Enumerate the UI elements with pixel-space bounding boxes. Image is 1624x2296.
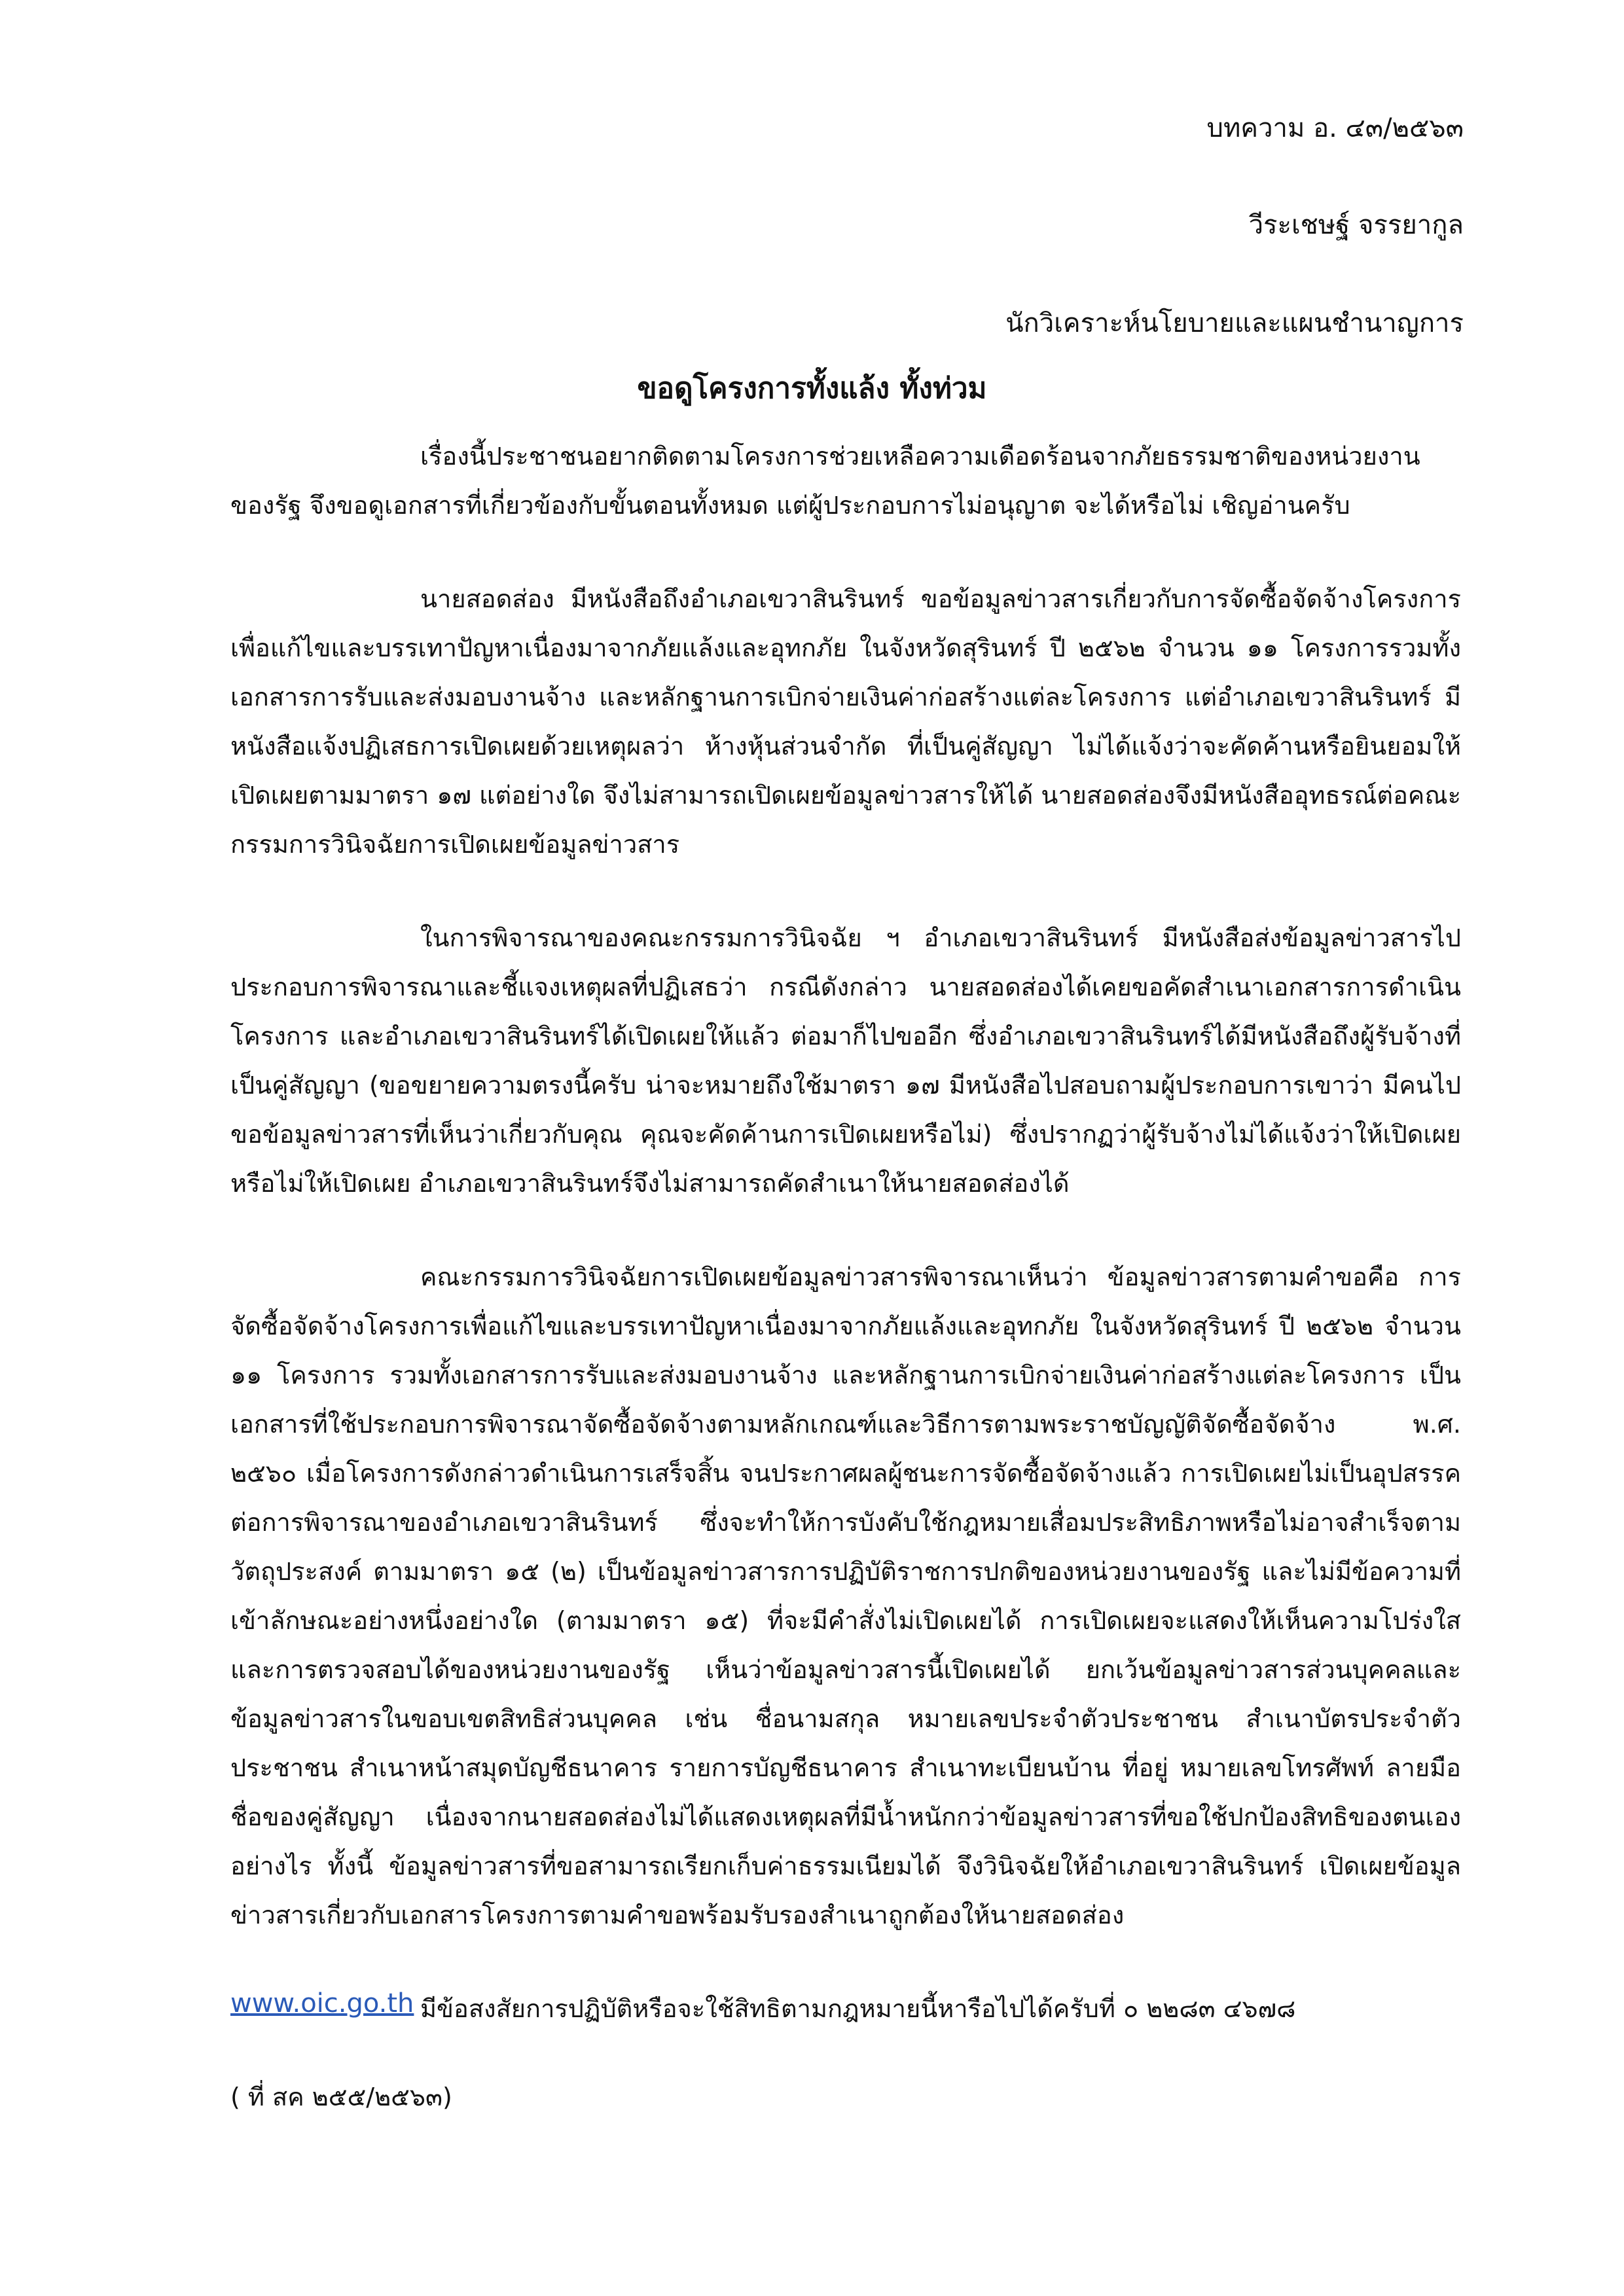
author-position: นักวิเคราะห์นโยบายและแผนชำนาญการ [1005, 308, 1464, 338]
document-body [230, 432, 1461, 2060]
paragraph-request: นายสอดส่อง มีหนังสือถึงอำเภอเขวาสินรินทร์ ขอข้อมูลข่าวสารเกี่ยวกับการจัดซื้อจัดจ้างโครงการเพื่อแก้ไขและบรรเทาปัญหาเนื่องมาจากภัยแล้งและอุทกภัย ในจังหวัดสุรินทร์ ปี ๒๕๖๒ จำนวน ๑๑ โครงการรวมทั้งเอกสารการรับและส่งมอบงานจ้าง และหลักฐานการเบิกจ่ายเงินค่าก่อสร้างแต่ละโครงการ แต่อำเภอเขวาสินรินทร์ มีหนังสือแจ้งปฏิเสธการเปิดเผยด้วยเหตุผลว่า ห้างหุ้นส่วนจำกัด ที่เป็นคู่สัญญา ไม่ได้แจ้งว่าจะคัดค้านหรือยินยอมให้เปิดเผยตามมาตรา ๑๗ แต่อย่างใด จึงไม่สามารถเปิดเผยข้อมูลข่าวสารให้ได้ นายสอดส่องจึงมีหนังสืออุทธรณ์ต่อคณะกรรมการวินิจฉัยการเปิดเผยข้อมูลข่าวสาร [230, 584, 1461, 859]
paragraph-consideration: ในการพิจารณาของคณะกรรมการวินิจฉัย ฯ อำเภอเขวาสินรินทร์ มีหนังสือส่งข้อมูลข่าวสารไปประกอบการพิจารณาและชี้แจงเหตุผลที่ปฏิเสธว่า กรณีดังกล่าว นายสอดส่องได้เคยขอคัดสำเนาเอกสารการดำเนินโครงการ และอำเภอเขวาสินรินทร์ได้เปิดเผยให้แล้ว ต่อมาก็ไปขออีก ซึ่งอำเภอเขวาสินรินทร์ได้มีหนังสือถึงผู้รับจ้างที่เป็นคู่สัญญา (ขอขยายความตรงนี้ครับ น่าจะหมายถึงใช้มาตรา ๑๗ มีหนังสือไปสอบถามผู้ประกอบการเขาว่า มีคนไปขอข้อมูลข่าวสารที่เห็นว่าเกี่ยวกับคุณ คุณจะคัดค้านการเปิดเผยหรือไม่) ซึ่งปรากฏว่าผู้รับจ้างไม่ได้แจ้งว่าให้เปิดเผยหรือไม่ให้เปิดเผย อำเภอเขวาสินรินทร์จึงไม่สามารถคัดสำเนาให้นายสอดส่องได้ [230, 924, 1461, 1198]
paragraph-intro: เรื่องนี้ประชาชนอยากติดตามโครงการช่วยเหลือความเดือดร้อนจากภัยธรรมชาติของหน่วยงานของรัฐ จึงขอดูเอกสารที่เกี่ยวข้องกับขั้นตอนทั้งหมด แต่ผู้ประกอบการไม่อนุญาต จะได้หรือไม่ เชิญอ่านครับ [230, 442, 1420, 520]
paragraph-contact: มีข้อสงสัยการปฏิบัติหรือจะใช้สิทธิตามกฎหมายนี้หารือไปได้ครับที่ ๐ ๒๒๘๓ ๔๖๗๘ [420, 1994, 1296, 2023]
author-name: วีระเชษฐ์ จรรยากูล [1248, 210, 1464, 240]
reference-number: ( ที่ สค ๒๕๕/๒๕๖๓) [230, 2083, 452, 2111]
website-link[interactable]: www.oic.go.th [230, 1988, 414, 2018]
article-reference: บทความ อ. ๔๓/๒๕๖๓ [1206, 113, 1464, 143]
document-title: ขอดูโครงการทั้งแล้ง ทั้งท่วม [637, 372, 987, 405]
paragraph-decision: คณะกรรมการวินิจฉัยการเปิดเผยข้อมูลข่าวสารพิจารณาเห็นว่า ข้อมูลข่าวสารตามคำขอคือ การจัดซื้อจัดจ้างโครงการเพื่อแก้ไขและบรรเทาปัญหาเนื่องมาจากภัยแล้งและอุทกภัย ในจังหวัดสุรินทร์ ปี ๒๕๖๒ จำนวน ๑๑ โครงการ รวมทั้งเอกสารการรับและส่งมอบงานจ้าง และหลักฐานการเบิกจ่ายเงินค่าก่อสร้างแต่ละโครงการ เป็นเอกสารที่ใช้ประกอบการพิจารณาจัดซื้อจัดจ้างตามหลักเกณฑ์และวิธีการตามพระราชบัญญัติจัดซื้อจัดจ้าง พ.ศ. ๒๕๖๐ เมื่อโครงการดังกล่าวดำเนินการเสร็จสิ้น จนประกาศผลผู้ชนะการจัดซื้อจัดจ้างแล้ว การเปิดเผยไม่เป็นอุปสรรคต่อการพิจารณาของอำเภอเขวาสินรินทร์ ซึ่งจะทำให้การบังคับใช้กฎหมายเสื่อมประสิทธิภาพหรือไม่อาจสำเร็จตามวัตถุประสงค์ ตามมาตรา ๑๕ (๒) เป็นข้อมูลข่าวสารการปฏิบัติราชการปกติของหน่วยงานของรัฐ และไม่มีข้อความที่เข้าลักษณะอย่างหนึ่งอย่างใด (ตามมาตรา ๑๕) ที่จะมีคำสั่งไม่เปิดเผยได้ การเปิดเผยจะแสดงให้เห็นความโปร่งใสและการตรวจสอบได้ของหน่วยงานของรัฐ เห็นว่าข้อมูลข่าวสารนี้เปิดเผยได้ ยกเว้นข้อมูลข่าวสารส่วนบุคคลและข้อมูลข่าวสารในขอบเขตสิทธิส่วนบุคคล เช่น ชื่อนามสกุล หมายเลขประจำตัวประชาชน สำเนาบัตรประจำตัวประชาชน สำเนาหน้าสมุดบัญชีธนาคาร รายการบัญชีธนาคาร สำเนาทะเบียนบ้าน ที่อยู่ หมายเลขโทรศัพท์ ลายมือชื่อของคู่สัญญา เนื่องจากนายสอดส่องไม่ได้แสดงเหตุผลที่มีน้ำหนักกว่าข้อมูลข่าวสารที่ขอใช้ปกป้องสิทธิของตนเองอย่างไร ทั้งนี้ ข้อมูลข่าวสารที่ขอสามารถเรียกเก็บค่าธรรมเนียมได้ จึงวินิจฉัยให้อำเภอเขวาสินรินทร์ เปิดเผยข้อมูลข่าวสารเกี่ยวกับเอกสารโครงการตามคำขอพร้อมรับรองสำเนาถูกต้องให้นายสอดส่อง [230, 1263, 1461, 1929]
